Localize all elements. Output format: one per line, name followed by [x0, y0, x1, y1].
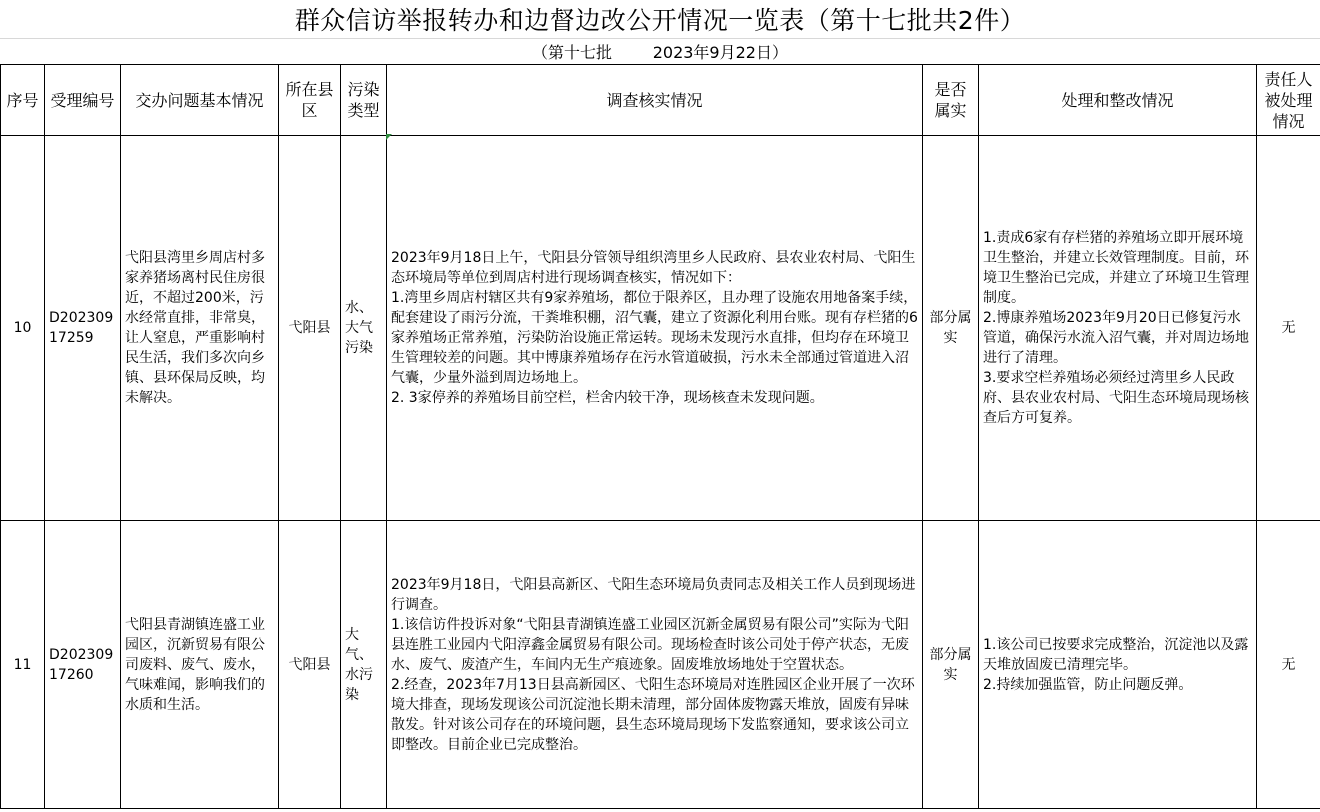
petition-table: [0, 64, 1320, 809]
cell-investigation: 2023年9月18日上午，弋阳县分管领导组织湾里乡人民政府、县农业农村局、弋阳生态环境局等单位到周店村进行现场调查核实，情况如下： 1.湾里乡周店村辖区共有9家养殖场，都位于限养区，且办理了设施农用地备案手续，配套建设了雨污分流，干粪堆积棚，沼气囊，建立了资源化利用台账。现有存栏猪的6家养殖场正常养殖，污染防治设施正常运转。现场未发现污水直排，但均存在环境卫生管理较差的问题。其中博康养殖场存在污水管道破损，污水未全部通过管道进入沼气囊，少量外溢到周边场地上。 2. 3家停养的养殖场目前空栏，栏舍内较干净，现场核查未发现问题。: [387, 136, 923, 521]
cell-seq: 11: [1, 521, 45, 809]
table-row: [1, 521, 1320, 809]
cell-handling: 1.责成6家有存栏猪的养殖场立即开展环境卫生整治，并建立长效管理制度。目前，环境卫生整治已完成，并建立了环境卫生管理制度。 2.博康养殖场2023年9月20日已修复污水管道，确保污水流入沼气囊，并对周边场地进行了清理。 3.要求空栏养殖场必须经过湾里乡人民政府、县农业农村局、弋阳生态环境局现场核查后方可复养。: [979, 136, 1257, 521]
header-handling: 处理和整改情况: [979, 65, 1257, 136]
cell-investigation: 2023年9月18日，弋阳县高新区、弋阳生态环境局负责同志及相关工作人员到现场进行调查。 1.该信访件投诉对象“弋阳县青湖镇连盛工业园区沉新金属贸易有限公司”实际为弋阳县连胜工业园内弋阳淳鑫金属贸易有限公司。现场检查时该公司处于停产状态，无废水、废气、废渣产生，车间内无生产痕迹象。固废堆放场地处于空置状态。 2.经查，2023年7月13日县高新园区、弋阳生态环境局对连胜园区企业开展了一次环境大排查，现场发现该公司沉淀池长期未清理，部分固体废物露天堆放，固废有异味散发。针对该公司存在的环境问题，县生态环境局现场下发监察通知，要求该公司立即整改。目前企业已完成整治。: [387, 521, 923, 809]
cell-issue: 弋阳县湾里乡周店村多家养猪场离村民住房很近，不超过200米，污水经常直排，非常臭，让人窒息，严重影响村民生活，我们多次向乡镇、县环保局反映，均未解决。: [121, 136, 279, 521]
cell-handling: 1.该公司已按要求完成整治，沉淀池以及露天堆放固废已清理完毕。 2.持续加强监管，防止问题反弹。: [979, 521, 1257, 809]
cell-accountability: 无: [1257, 136, 1320, 521]
header-county: 所在县区: [279, 65, 341, 136]
cell-comment-marker: [386, 134, 392, 140]
cell-county: 弋阳县: [279, 136, 341, 521]
cell-accountability: 无: [1257, 521, 1320, 809]
header-code: 受理编号: [45, 65, 121, 136]
header-accountability: 责任人被处理情况: [1257, 65, 1320, 136]
cell-verified: 部分属实: [923, 521, 979, 809]
cell-verified: 部分属实: [923, 136, 979, 521]
header-pollution: 污染类型: [341, 65, 387, 136]
header-issue: 交办问题基本情况: [121, 65, 279, 136]
cell-code: D202309 17260: [45, 521, 121, 809]
page-subtitle: （第十七批 2023年9月22日）: [532, 42, 788, 62]
cell-seq: 10: [1, 136, 45, 521]
cell-pollution: 大气、水污染: [341, 521, 387, 809]
cell-issue: 弋阳县青湖镇连盛工业园区，沉新贸易有限公司废料、废气、废水，气味难闻，影响我们的水质和生活。: [121, 521, 279, 809]
header-seq: 序号: [1, 65, 45, 136]
page-title: 群众信访举报转办和边督边改公开情况一览表（第十七批共2件）: [294, 6, 1026, 35]
table-row: [1, 136, 1320, 521]
header-verified: 是否属实: [923, 65, 979, 136]
cell-county: 弋阳县: [279, 521, 341, 809]
cell-pollution: 水、大气污染: [341, 136, 387, 521]
header-row: [1, 65, 1320, 136]
cell-code: D202309 17259: [45, 136, 121, 521]
header-investigation: 调查核实情况: [387, 65, 923, 136]
